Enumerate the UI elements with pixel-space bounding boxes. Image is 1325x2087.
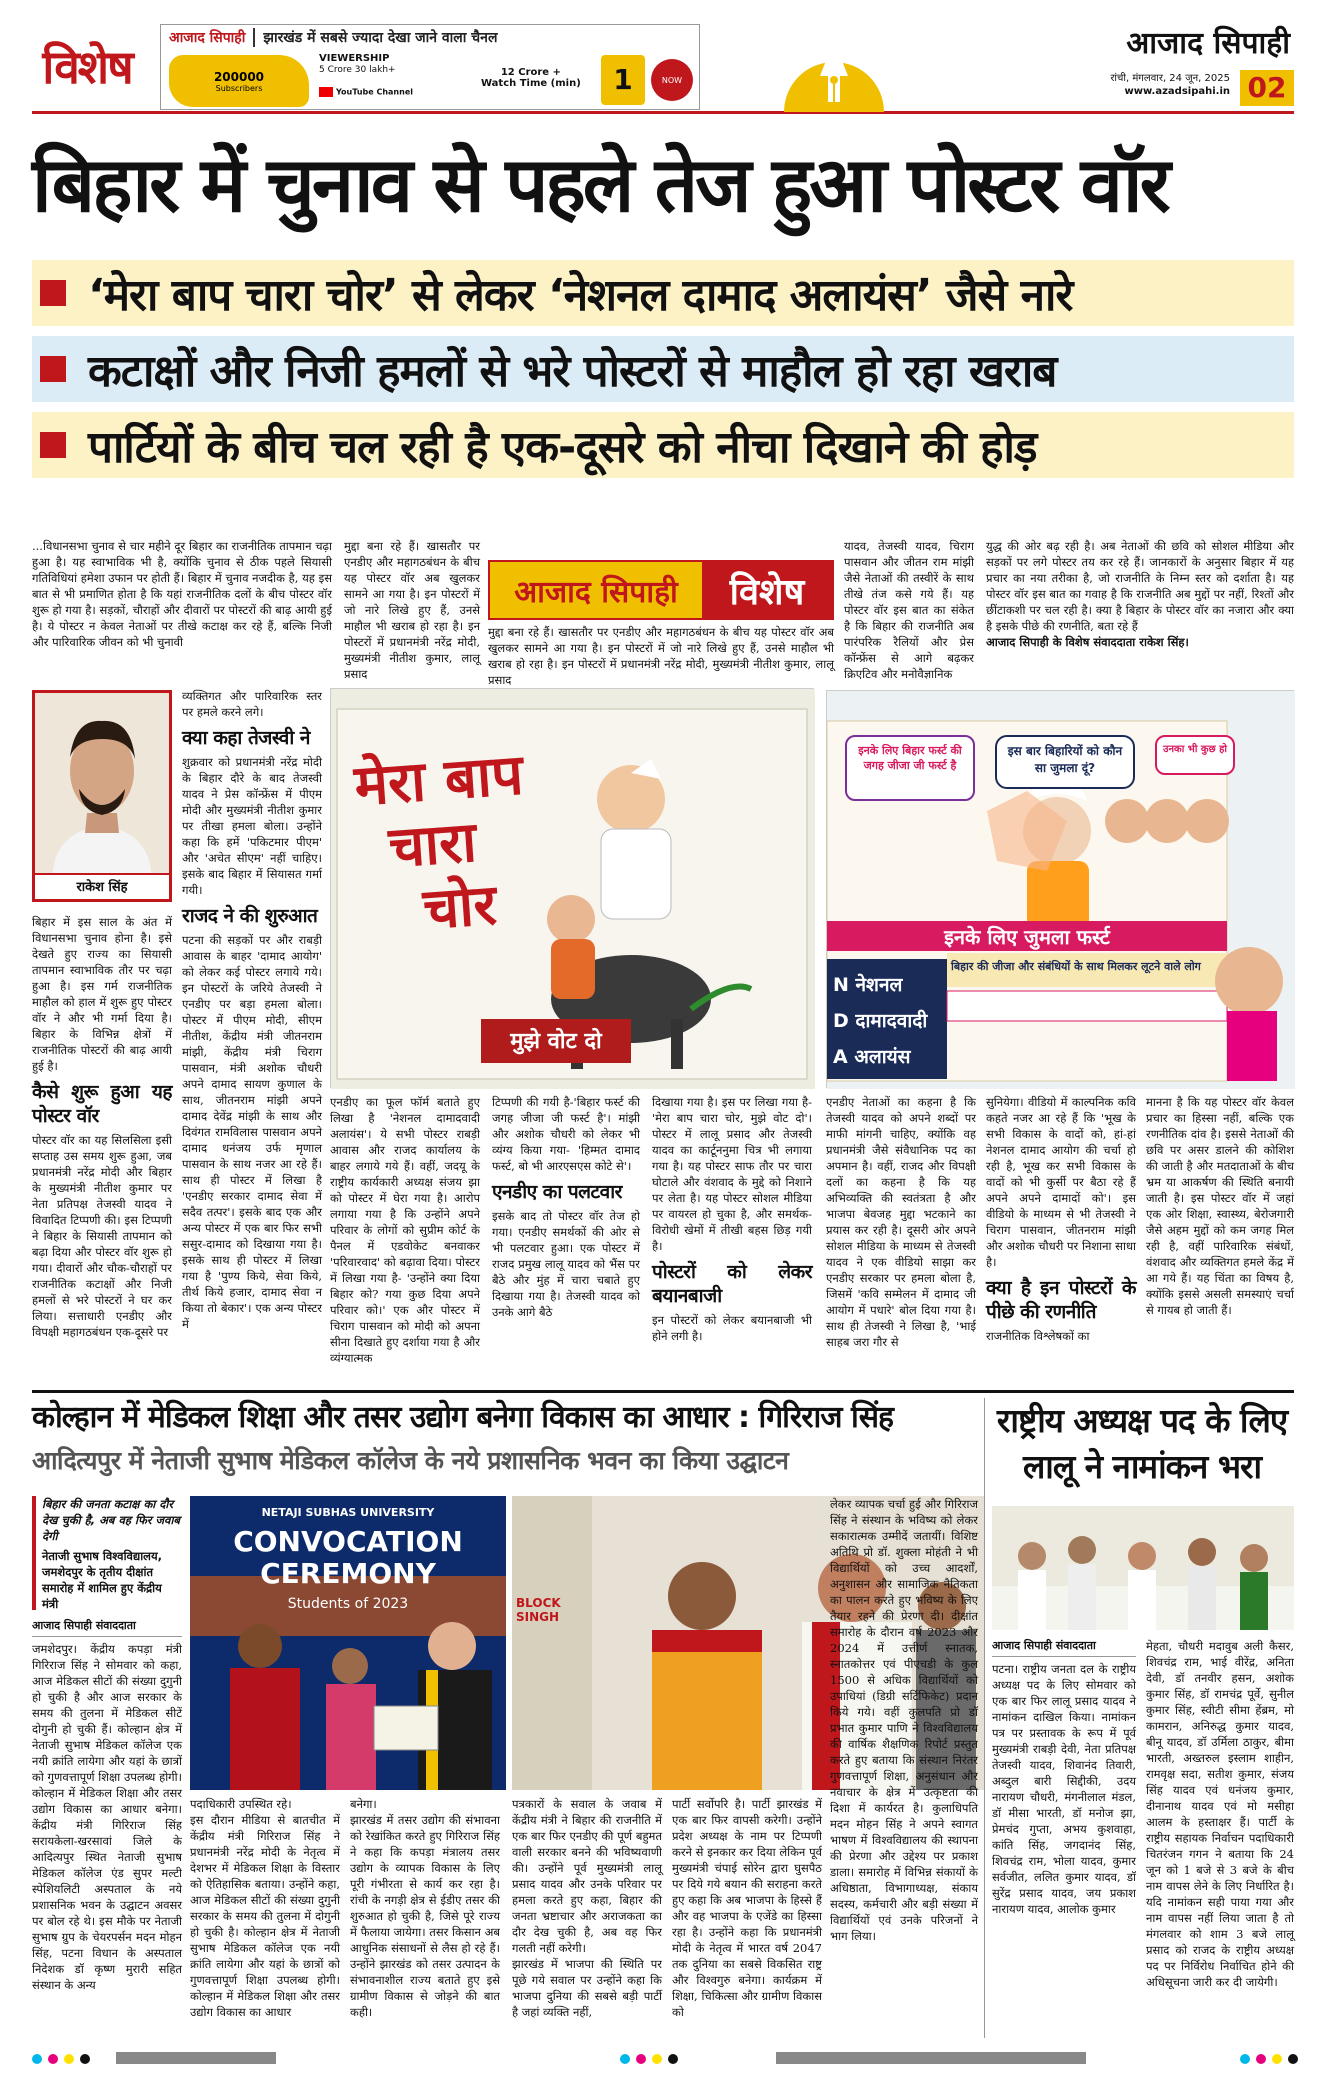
- subhead-nda-counter: एनडीए का पलटवार: [492, 1181, 622, 1203]
- vishesh-label-box: [488, 560, 834, 620]
- column-c3: दिखाया गया है। इस पर लिखा गया है-'मेरा बाप चारा चोर, मुझे वोट दो'। पोस्टर में लालू प्रसाद और तेजस्वी यादव का कार्टूननुमा चित्र भी लगाया गया है। यह पोस्टर साफ तौर पर चारा घोटाले और वंशवाद के मुद्दे को निशाने पर लेता है। यह पोस्टर सोशल मीडिया पर वायरल हो चुका है, और समर्थक-विरोधी खेमों में तीखी बहस छिड़ गयी है। पोस्टरों को लेकर बयानबाजी इन पोस्टरों को लेकर बयानबाजी भी होने लगी है।: [652, 1095, 812, 1343]
- column-tejashwi: व्यक्तिगत और पारिवारिक स्तर पर हमले करने लगे। क्या कहा तेजस्वी ने शुक्रवार को प्रधानमंत्री नरेंद्र मोदी के बिहार दौरे के बाद तेजस्वी यादव ने प्रेस कॉन्फ्रेंस में पीएम मोदी और मुख्यमंत्री नीतीश कुमार पर तीखा हमला बोला। उन्होंने कहा कि हमें 'पकिटमार पीएम' और 'अचेत सीएम' नहीं चाहिए। इसके बाद बिहार में सियासत गर्मा गयी। राजद ने की शुरुआत पटना की सड़कों पर और राबड़ी आवास के बाहर 'दामाद आयोग' को लेकर कई पोस्टर लगाये गये। इन पोस्टरों के जरिये तेजस्वी ने एनडीए पर बड़ा हमला बोला। पोस्टर में पीएम मोदी, सीएम नीतीश, केंद्रीय मंत्री जीतनराम मांझी, केंद्रीय मंत्री चिराग पासवान, मंत्री अशोक चौधरी अपने दामाद सायण कुणाल के साथ, जीतनराम मांझी अपने दामाद देवेंद्र मांझी के साथ और दिवंगत रामविलास पासवान अपने दामाद धनंजय उर्फ मृणाल पासवान के साथ नजर आ रहे हैं। साथ ही पोस्टर में लिखा है 'एनडीए सरकार दामाद सेवा में सदैव तत्पर'। इसके बाद एक और अन्य पोस्टर में एक बार फिर सभी ससुर-दामाद को दिखाया गया है। इसके साथ ही पोस्टर में लिखा गया है 'पुण्य किये, सेवा किये, तीर्थ किये हजार, दामाद सेवा न किया तो बेकार'। एक अन्य पोस्टर में: [182, 689, 322, 1331]
- square-bullet-icon: [40, 280, 66, 306]
- jharkhand-map-icon: [169, 55, 309, 107]
- kolhan-quote-2: नेताजी सुभाष विश्वविद्यालय, जमशेदपुर के तृतीय दीक्षांत समारोह में शामिल हुए केंद्रीय मंत्री: [42, 1549, 163, 1611]
- photo-sign-board: BLOCK SINGH: [516, 1596, 561, 1624]
- column-c5: सुनियेगा। वीडियो में काल्पनिक कवि कहते नजर आ रहे हैं कि 'भूख के सभी विकास के वादों को, हां-हां नेशनल दामाद आयोग की चर्चा हो रही है, भूख कर सभी विकास के वादों को भी कुर्सी पर बैठा रहे हैं अपने अपने दामादों को'। इस वीडियो के माध्यम से भी तेजस्वी ने चिराग पासवान, जीतनराम मांझी और अशोक चौधरी पर निशाना साधा है। क्या है इन पोस्टरों के पीछे की रणनीति राजनीतिक विश्लेषकों का: [986, 1095, 1136, 1343]
- poster-photo-mera-baap: [330, 688, 814, 1088]
- intro-column-1: ...विधानसभा चुनाव से चार महीने दूर बिहार का राजनीतिक तापमान चढ़ा हुआ है। यह स्वाभाविक भी है, क्योंकि चुनाव से ठीक पहले सियासी गतिविधियां हमेशा उफान पर होती हैं। बिहार में चुनाव नजदीक है, यह इस बात से भी प्रमाणित होता है कि यहां राजनीतिक दलों के बीच पोस्टर वॉर शुरू हो गया है। सड़कों, चौराहों और दीवारों पर पोस्टरों की बाढ़ आयी हुई है। ये पोस्टर न केवल नेताओं पर तीखे कटाक्ष कर रहे हैं, बल्कि निजी और पारिवारिक जीवन को भी चुनावी: [32, 539, 332, 649]
- reporter-portrait-icon: [35, 693, 169, 873]
- color-registration-dots-center: [620, 2054, 678, 2064]
- intro-column-4: युद्ध की ओर बढ़ रही है। अब नेताओं की छवि को सोशल मीडिया और सड़कों पर लगे पोस्टर तय कर रहे हैं। जानकारों के अनुसार बिहार में यह प्रचार का नया तरीका है, जो राजनीति के निम्न स्तर को दर्शाता है। यह पोस्टर वॉर इस बात का गवाह है कि राजनीति अब मुद्दों पर नहीं, रिश्तों और छींटाकशी पर चल रही है। क्या है बिहार के पोस्टर वॉर का नजारा और क्या है इसके पीछे की रणनीति, बता रहे हैं आजाद सिपाही के विशेष संवाददाता राकेश सिंह।: [986, 539, 1294, 649]
- ad-brand: आजाद सिपाही: [161, 28, 255, 47]
- poster2-bubble-jija: इनके लिए बिहार फर्स्ट की जगह जीजा जी फर्स्ट है: [845, 735, 975, 801]
- kolhan-column-5: पार्टी सर्वोपरि है। पार्टी झारखंड में एक बार फिर वापसी करेगी। उन्होंने प्रदेश अध्यक्ष के नाम पर टिप्पणी करने से इनकार कर दिया लेकिन पूर्व मुख्यमंत्री चंपाई सोरेन द्वारा घुसपैठ पर दिये गये बयान की सराहना करते हुए कहा कि अब भाजपा के हिस्से हैं और वह भाजपा के एजेंडे का हिस्सा रहा है। उन्होंने कहा कि प्रधानमंत्री मोदी के नेतृत्व में भारत वर्ष 2047 तक दुनिया का सबसे विकसित राष्ट्र और विश्वगुरु बनेगा। कार्यक्रम में शिक्षा, चिकित्सा और ग्रामीण विकास को: [672, 1797, 822, 2019]
- page-header: [32, 22, 1294, 114]
- poster1-slogan: मेरा बाप चारा चोर: [352, 742, 526, 943]
- convocation-students: Students of 2023: [287, 1596, 409, 1612]
- color-registration-dots-right: [1240, 2054, 1298, 2064]
- ad-watch-time: 12 Crore + Watch Time (min): [481, 67, 581, 89]
- convocation-university: NETAJI SUBHAS UNIVERSITY: [261, 1506, 435, 1519]
- poster2-bubble-jumla: इस बार बिहारियों को कौन सा जुमला दूं?: [995, 735, 1135, 789]
- subhead-how-started: कैसे शुरू हुआ यह पोस्टर वॉर: [32, 1081, 172, 1127]
- subhead-rjd: राजद ने की शुरुआत: [182, 905, 318, 927]
- reporter-name: राकेश सिंह: [35, 873, 169, 899]
- kolhan-column-1: आजाद सिपाही संवाददाता जमशेदपुर। केंद्रीय कपड़ा मंत्री गिरिराज सिंह ने सोमवार को कहा, आज मेडिकल सीटों की संख्या दुगुनी हो चुकी है और आज सरकार के समय की तुलना में मेडिकल सीटें दोगुनी हो चुकी हैं। कोल्हान क्षेत्र में नेताजी सुभाष मेडिकल कॉलेज एक नयी क्रांति लायेगा और यहां के छात्रों को गुणवत्तापूर्ण शिक्षा उपलब्ध होगी। कोल्हान में मेडिकल शिक्षा और तसर उद्योग विकास का आधार बनेगा। केंद्रीय मंत्री गिरिराज सिंह सरायकेला-खरसावां जिले के आदित्यपुर स्थित नेताजी सुभाष मेडिकल कॉलेज एंड सुपर मल्टी स्पेशियलिटी अस्पताल के नये प्रशासनिक भवन के उद्घाटन अवसर पर बोल रहे थे। इस मौके पर नेताजी सुभाष ग्रुप के चेयरपर्सन मदन मोहन सिंह, पटना विधान के अस्पताल निदेशक डॉ कृष्ण मुरारी सहित संस्थान के अन्य: [32, 1619, 182, 1992]
- sub-headline-3: पार्टियों के बीच चल रही है एक-दूसरे को नीचा दिखाने की होड़: [32, 412, 1294, 478]
- column-c1: एनडीए का फूल फॉर्म बताते हुए लिखा है 'नेशनल दामादवादी अलायंस'। ये सभी पोस्टर राबड़ी आवास और राजद कार्यालय के बाहर लगाये गये हैं। वहीं, जदयू के राष्ट्रीय कार्यकारी अध्यक्ष संजय झा को पोस्टर में घेरा गया है। आरोप लगाया गया है कि उन्होंने अपने परिवार के लोगों को सुप्रीम कोर्ट के पैनल में एडवोकेट बनवाकर 'परिवारवाद' को बढ़ावा दिया। पोस्टर में लिखा गया है- 'उन्होंने क्या दिया बिहार को? गया कुछ दिया अपने परिवार को।' एक और पोस्टर में चिराग पासवान को मोदी को अपना सीना दिखाते हुए दर्शाया गया है और व्यंग्यात्मक: [330, 1095, 480, 1365]
- reporter-photo: [32, 690, 172, 902]
- color-registration-dots-left: [32, 2054, 90, 2064]
- column-c6: मानना है कि यह पोस्टर वॉर केवल प्रचार का हिस्सा नहीं, बल्कि एक रणनीतिक दांव है। इससे नेताओं की छवि पर असर डालने की कोशिश की जाती है और मतदाताओं के बीच भ्रम या आकर्षण की स्थिति बनायी जाती है। इस पोस्टर वॉर में जहां एक ओर शिक्षा, स्वास्थ्य, बेरोजगारी जैसे अहम मुद्दों को कम जगह मिल रही है, वहीं पारिवारिक संबंधों, वंशवाद और व्यक्तिगत हमले केंद्र में आ गये हैं। यह चिंता का विषय है, क्योंकि इससे असली समस्याएं चर्चा से गायब हो जाती हैं।: [1146, 1095, 1294, 1317]
- dateline: रांची, मंगलवार, 24 जून, 2025: [1110, 73, 1230, 84]
- channel-advertisement[interactable]: [160, 24, 700, 110]
- poster2-strip: बिहार की जीजा और संबंधियों के साथ मिलकर लूटने वाले लोग: [951, 960, 1201, 973]
- subhead-strategy: क्या है इन पोस्टरों के पीछे की रणनीति: [986, 1277, 1136, 1323]
- lalu-nomination-scene-icon: [992, 1506, 1294, 1630]
- column-c2: टिप्पणी की गयी है-'बिहार फर्स्ट की जगह जीजा जी फर्स्ट है'। मांझी और अशोक चौधरी को लेकर भी व्यंग्य किया गया- 'हिम्मत दामाद फर्स्ट, बो भी आरएसएस कोटे से'। एनडीए का पलटवार इसके बाद तो पोस्टर वॉर तेज हो गया। एनडीए समर्थकों की ओर से भी पलटवार हुआ। एक पोस्टर में राजद प्रमुख लालू यादव को भैंस पर बैठे और मुंह में चारा चबाते हुए दिखाया गया है। तेजस्वी यादव को उनके आगे बैठे: [492, 1095, 640, 1319]
- kolhan-column-6: लेकर व्यापक चर्चा हुई और गिरिराज सिंह ने संस्थान के भविष्य को लेकर सकारात्मक उम्मीदें जतायीं। विशिष्ट अतिथि प्रो डॉ. शुक्ला मोहंती ने भी विद्यार्थियों को उच्च आदर्शों, अनुशासन और सामाजिक नैतिकता का पालन करते हुए भविष्य के लिए तैयार रहने की प्रेरणा दी। दीक्षांत समारोह के दौरान वर्ष 2023 और 2024 में उत्तीर्ण स्नातक, स्नातकोत्तर एवं पीएचडी के कुल 1500 से अधिक विद्यार्थियों को उपाधियां (डिग्री सर्टिफिकेट) प्रदान किये गये। वहीं कुलपति प्रो डॉ प्रभात कुमार पाणि ने विश्वविद्यालय की वार्षिक शैक्षणिक रिपोर्ट प्रस्तुत करते हुए बताया कि संस्थान निरंतर गुणवत्तापूर्ण शिक्षा, अनुसंधान और नवाचार के क्षेत्र में उत्कृष्टता की दिशा में कार्यरत है। कुलाधिपति मदन मोहन सिंह ने अपने स्वागत भाषण में विश्वविद्यालय की स्थापना की प्रेरणा और उद्देश्य पर प्रकाश डाला। समारोह में विभिन्न संकायों के अधिष्ठाता, विभागाध्यक्ष, संकाय सदस्य, कर्मचारी और बड़ी संख्या में विद्यार्थियों एवं उनके परिजनों ने भाग लिया।: [830, 1497, 978, 1943]
- kolhan-quote-1: बिहार की जनता कटाक्ष का दौर देख चुकी है, अब वह फिर जवाब देगी: [42, 1497, 180, 1543]
- column-left: बिहार में इस साल के अंत में विधानसभा चुनाव होना है। इसे देखते हुए राज्य का सियासी तापमान स्वाभाविक तौर पर चढ़ा हुआ है। इस गर्म राजनीतिक माहौल को हाल में शुरू हुए पोस्टर वॉर ने और भी गर्मा दिया है। बिहार के विभिन्न क्षेत्रों में राजनीतिक पोस्टरों की बाढ़ आयी हुई है। कैसे शुरू हुआ यह पोस्टर वॉर पोस्टर वॉर का यह सिलसिला इसी सप्ताह उस समय शुरू हुआ, जब प्रधानमंत्री नरेंद्र मोदी और बिहार के मुख्यमंत्री नीतीश कुमार पर नेता प्रतिपक्ष तेजस्वी यादव ने विवादित टिप्पणी की। इस टिप्पणी ने बिहार के सियासी तापमान को बढ़ा दिया और पोस्टर वॉर शुरू हो गया। दीवारों और चौक-चौराहों पर राजनीतिक कटाक्षों और निजी हमलों से भरे पोस्टरों ने घर कर लिया। सत्ताधारी एनडीए और विपक्षी महागठबंधन एक-दूसरे पर: [32, 915, 172, 1339]
- poster2-bubble-3: उनका भी कुछ हो: [1155, 735, 1235, 775]
- vishesh-box-brand: आजाद सिपाही: [490, 562, 702, 618]
- poster2-nda-acronym: N नेशनल D दामादवादी A अलायंस: [833, 974, 928, 1068]
- ad-subscribers-label: Subscribers: [215, 83, 263, 93]
- convocation-banner: CONVOCATION CEREMONY: [233, 1525, 463, 1590]
- kolhan-quote-box: [32, 1496, 182, 1610]
- lalu-headline: राष्ट्रीय अध्यक्ष पद के लिए लालू ने नामांकन भरा: [996, 1401, 1288, 1486]
- youtube-icon: YouTube Channel: [319, 87, 413, 97]
- kolhan-headline: कोल्हान में मेडिकल शिक्षा और तसर उद्योग बनेगा विकास का आधार : गिरिराज सिंह: [32, 1400, 893, 1435]
- intro-column-2: मुद्दा बना रहे हैं। खासतौर पर एनडीए और महागठबंधन के बीच यह पोस्टर वॉर अब खुलकर सामने आ गया है। इन पोस्टरों में जो नारे लिखे हुए हैं, उनसे माहौल भी खराब हो रहा है। इन पोस्टरों में प्रधानमंत्री नरेंद्र मोदी, मुख्यमंत्री नीतीश कुमार, लालू प्रसाद: [344, 539, 480, 681]
- square-bullet-icon: [40, 356, 66, 382]
- intro-column-3: यादव, तेजस्वी यादव, चिराग पासवान और जीतन राम मांझी जैसे नेताओं की तस्वीरें के साथ तीखे तंज कसे गये हैं। यह पोस्टर वॉर इस बात का संकेत है कि बिहार की राजनीति अब पारंपरिक रैलियों और प्रेस कॉन्फ्रेंस से आगे बढ़कर क्रिएटिव और मनोवैज्ञानिक: [844, 539, 974, 681]
- vishesh-box-label: विशेष: [702, 562, 832, 618]
- column-divider: [984, 1398, 985, 2038]
- sub-headlines: [32, 260, 1294, 488]
- footer-bar-1: [116, 2052, 276, 2064]
- section-logo: विशेष: [42, 40, 132, 94]
- lalu-column-1: आजाद सिपाही संवाददाता पटना। राष्ट्रीय जनता दल के राष्ट्रीय अध्यक्ष पद के लिए सोमवार को एक बार फिर लालू प्रसाद यादव ने नामांकन दाखिल किया। नामांकन पत्र पर प्रस्तावक के रूप में पूर्व मुख्यमंत्री राबड़ी देवी, नेता प्रतिपक्ष तेजस्वी यादव, शिवानंद तिवारी, अब्दुल बारी सिद्दीकी, उदय नारायण चौधरी, मंगनीलाल मंडल, डॉ मीसा भारती, डॉ मनोज झा, प्रेमचंद गुप्ता, अभय कुशवाहा, कांति सिंह, जगदानंद सिंह, शिवचंद्र राम, भोला यादव, कुमार सर्वजीत, ललित कुमार यादव, डॉ सुरेंद्र प्रसाद यादव, जय प्रकाश नारायण यादव, आलोक कुमार: [992, 1639, 1136, 1916]
- ad-subscribers: 200000: [213, 69, 265, 84]
- poster1-vote-tag: मुझे वोट दो: [510, 1029, 602, 1054]
- masthead: [1054, 24, 1294, 110]
- ad-tagline: झारखंड में सबसे ज्यादा देखा जाने वाला चैनल: [263, 29, 498, 46]
- intro-column-2-cont: मुद्दा बना रहे हैं। खासतौर पर एनडीए और महागठबंधन के बीच यह पोस्टर वॉर अब खुलकर सामने आ गया है। इन पोस्टरों में जो नारे लिखे हुए हैं, उनसे माहौल भी खराब हो रहा है। इन पोस्टरों में प्रधानमंत्री नरेंद्र मोदी, मुख्यमंत्री नीतीश कुमार, लालू प्रसाद: [488, 625, 834, 687]
- main-headline: बिहार में चुनाव से पहले तेज हुआ पोस्टर वॉर: [32, 140, 1168, 229]
- square-bullet-icon: [40, 432, 66, 458]
- kolhan-byline: आजाद सिपाही संवाददाता: [32, 1618, 182, 1637]
- pen-nib-logo-icon: [774, 32, 894, 112]
- sub-headline-1: ‘मेरा बाप चारा चोर’ से लेकर ‘नेशनल दामाद अलायंस’ जैसे नारे: [32, 260, 1294, 326]
- channel-logo-icon: NOW: [651, 59, 693, 101]
- kolhan-subheadline: आदित्यपुर में नेताजी सुभाष मेडिकल कॉलेज के नये प्रशासनिक भवन का किया उद्घाटन: [32, 1446, 789, 1475]
- subhead-statements: पोस्टरों को लेकर बयानबाजी: [652, 1261, 812, 1307]
- column-c4: एनडीए नेताओं का कहना है कि तेजस्वी यादव को अपने शब्दों पर माफी मांगनी चाहिए, क्योंकि वह प्रधानमंत्री जैसे संवैधानिक पद का अपमान है। वहीं, राजद और विपक्षी दलों का कहना है कि यह अभिव्यक्ति की स्वतंत्रता है और भाजपा बेवजह मुद्दा भटकाने का प्रयास कर रही है। दूसरी ओर अपने सोशल मीडिया के माध्यम से तेजस्वी यादव ने एक वीडियो साझा कर एनडीए सरकार पर हमला बोला है, जिसमें 'कवि सम्मेलन में दामाद जी आयोग में पधारे' बोल दिया गया है। साथ ही तेजस्वी ने लिखा है, 'भाई साहब जरा गौर से: [826, 1095, 976, 1349]
- poster-photo-jumla-first: [826, 690, 1294, 1088]
- lalu-byline: आजाद सिपाही संवाददाता: [992, 1638, 1136, 1657]
- lalu-column-2: मेहता, चौधरी मदावुब अली कैसर, शिवचंद्र राम, भाई वीरेंद्र, अनिता देवी, डॉ तनवीर हसन, अशोक कुमार सिंह, डॉ रामचंद्र पूर्वे, सुनील कुमार सिंह, स्वीटी सीमा हेंब्रम, मो कामरान, अनिरुद्ध कुमार यादव, बीनू यादव, डॉ उर्मिला ठाकुर, बीमा भारती, अख्तरुल इस्लाम शाहीन, रामवृक्ष सदा, सतीश कुमार, संजय सिंह यादव एवं धनंजय कुमार, दीनानाथ यादव एवं मो मसीहा आलम के हस्ताक्षर हैं। पार्टी के राष्ट्रीय सहायक निर्वाचन पदाधिकारी चितरंजन गगन ने बताया कि 24 जून को 1 बजे से 3 बजे के बीच नाम वापस लेने के लिए निर्धारित है। यदि नामांकन सही पाया गया और नाम वापस नहीं लिया जाता है तो मंगलवार को शाम 3 बजे लालू प्रसाद को राजद के राष्ट्रीय अध्यक्ष पद पर निर्विरोध निर्वाचित होने की अधिसूचना जारी कर दी जायेगी।: [1146, 1639, 1294, 1989]
- section-divider: [32, 1390, 1294, 1393]
- newspaper-title: आजाद सिपाही: [1126, 26, 1290, 61]
- subhead-tejashwi: क्या कहा तेजस्वी ने: [182, 727, 310, 749]
- sub-headline-2: कटाक्षों और निजी हमलों से भरे पोस्टरों से माहौल हो रहा खराब: [32, 336, 1294, 402]
- website-link[interactable]: www.azadsipahi.in: [1124, 86, 1230, 97]
- kolhan-column-2: पदाधिकारी उपस्थित रहे। इस दौरान मीडिया से बातचीत में केंद्रीय मंत्री गिरिराज सिंह ने प्रधानमंत्री नरेंद्र मोदी के नेतृत्व में देशभर में मेडिकल शिक्षा के विस्तार को ऐतिहासिक बताया। उन्होंने कहा, आज मेडिकल सीटों की संख्या दुगुनी सरकार के समय की तुलना में दोगुनी हो चुकी है। कोल्हान क्षेत्र में नेताजी सुभाष मेडिकल कॉलेज एक नयी क्रांति लायेगा और यहां के छात्रों को गुणवत्तापूर्ण शिक्षा उपलब्ध होगी। कोल्हान में मेडिकल शिक्षा और तसर उद्योग विकास का आधार: [190, 1797, 340, 2019]
- kolhan-column-4: पत्रकारों के सवाल के जवाब में केंद्रीय मंत्री ने बिहार की राजनीति में एक बार फिर एनडीए की पूर्ण बहुमत वाली सरकार बनने की भविष्यवाणी की। उन्होंने पूर्व मुख्यमंत्री लालू प्रसाद यादव और उनके परिवार पर हमला करते हुए कहा, बिहार की जनता भ्रष्टाचार और अराजकता का दौर देख चुकी है, अब वह फिर गलती नहीं करेगी। झारखंड में भाजपा की स्थिति पर पूछे गये सवाल पर उन्होंने कहा कि भाजपा दुनिया की सबसे बड़ी पार्टी है जहां व्यक्ति नहीं,: [512, 1797, 662, 2019]
- page-number: 02: [1240, 70, 1294, 106]
- kolhan-column-3: बनेगा। झारखंड में तसर उद्योग की संभावना को रेखांकित करते हुए गिरिराज सिंह ने कहा कि कपड़ा मंत्रालय तसर उद्योग के व्यापक विकास के लिए पूरी गंभीरता से कार्य कर रहा है। रांची के नगड़ी क्षेत्र से ईडीए तसर की शुरुआत हो चुकी है, जिसे पूरे राज्य में फैलाया जायेगा। तसर किसान अब आधुनिक संसाधनों से लैस हो रहे हैं। उन्होंने झारखंड को तसर उत्पादन के संभावनाशील राज्य बताते हुए इसे ग्रामीण विकास से जोड़ने की बात कही।: [350, 1797, 500, 2019]
- footer-bar-2: [776, 2052, 1086, 2064]
- lalu-nomination-photo: [992, 1506, 1294, 1630]
- number-one-badge-icon: 1: [601, 55, 645, 105]
- intro-byline: आजाद सिपाही के विशेष संवाददाता राकेश सिंह।: [986, 635, 1189, 649]
- convocation-photo: [190, 1496, 506, 1790]
- ad-viewership: VIEWERSHIP 5 Crore 30 lakh+: [319, 53, 396, 75]
- poster2-jumla-banner: इनके लिए जुमला फर्स्ट: [944, 925, 1110, 949]
